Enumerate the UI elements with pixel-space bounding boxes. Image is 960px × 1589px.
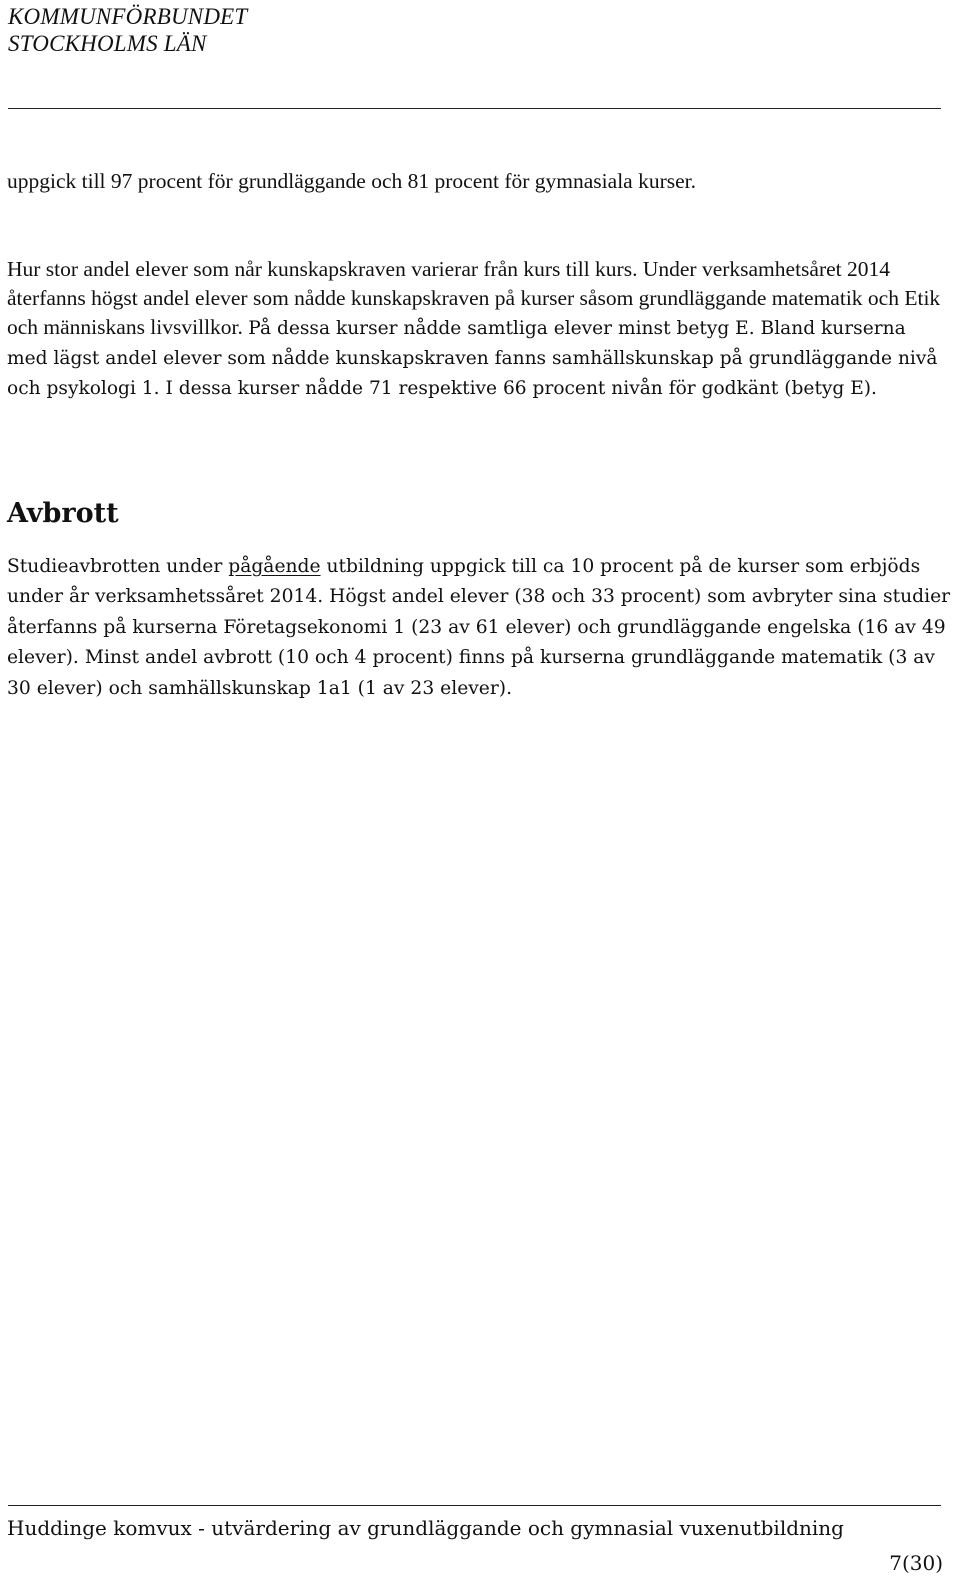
header-organization-line2: STOCKHOLMS LÄN <box>8 31 207 56</box>
paragraph-knowledge-requirements <box>7 255 947 403</box>
footer-divider <box>8 1505 941 1506</box>
section-heading-avbrott: Avbrott <box>7 498 119 529</box>
page-header <box>8 3 247 57</box>
paragraph-results: uppgick till 97 procent för grundläggande och 81 procent för gymnasiala kurser. <box>7 169 696 193</box>
paragraph-dropouts-rest: utbildning uppgick till ca 10 procent på de kurser som erbjöds under år verksamhetssåret 2014. Högst andel elever (38 och 33 procent) som avbryter sina studier återfanns på kurserna Företagsekonomi 1 (23 av 61 elever) och grundläggande engelska (16 av 49 elever). Minst andel avbrott (10 och 4 procent) finns på kurserna grundläggande matematik (3 av 30 elever) och samhällskunskap 1a1 (1 av 23 elever). <box>7 556 951 699</box>
paragraph-dropouts-start: Studieavbrotten under <box>7 556 223 577</box>
paragraph-knowledge-requirements-part2: På dessa kurser nådde samtliga elever minst betyg E. Bland kurserna med lägst andel elever som nådde kunskapskraven fanns samhällskunskap på grundläggande nivå och psykologi 1. I dessa kurser nådde 71 respektive 66 procent nivån för godkänt (betyg E). <box>7 318 938 399</box>
paragraph-knowledge-requirements-part1: Hur stor andel elever som når kunskapskraven varierar från kurs till kurs. Under verksamhetsåret 2014 återfanns högst andel elever som nådde kunskapskraven på kurser såsom grundläggande matematik och Etik och människans livsvillkor. <box>7 257 941 339</box>
paragraph-dropouts <box>7 552 952 704</box>
header-divider <box>8 108 941 109</box>
page-number: 7(30) <box>889 1551 943 1575</box>
footer-document-title: Huddinge komvux - utvärdering av grundläggande och gymnasial vuxenutbildning <box>7 1516 844 1540</box>
header-organization-line1: KOMMUNFÖRBUNDET <box>8 4 248 29</box>
underlined-word: pågående <box>228 556 321 577</box>
